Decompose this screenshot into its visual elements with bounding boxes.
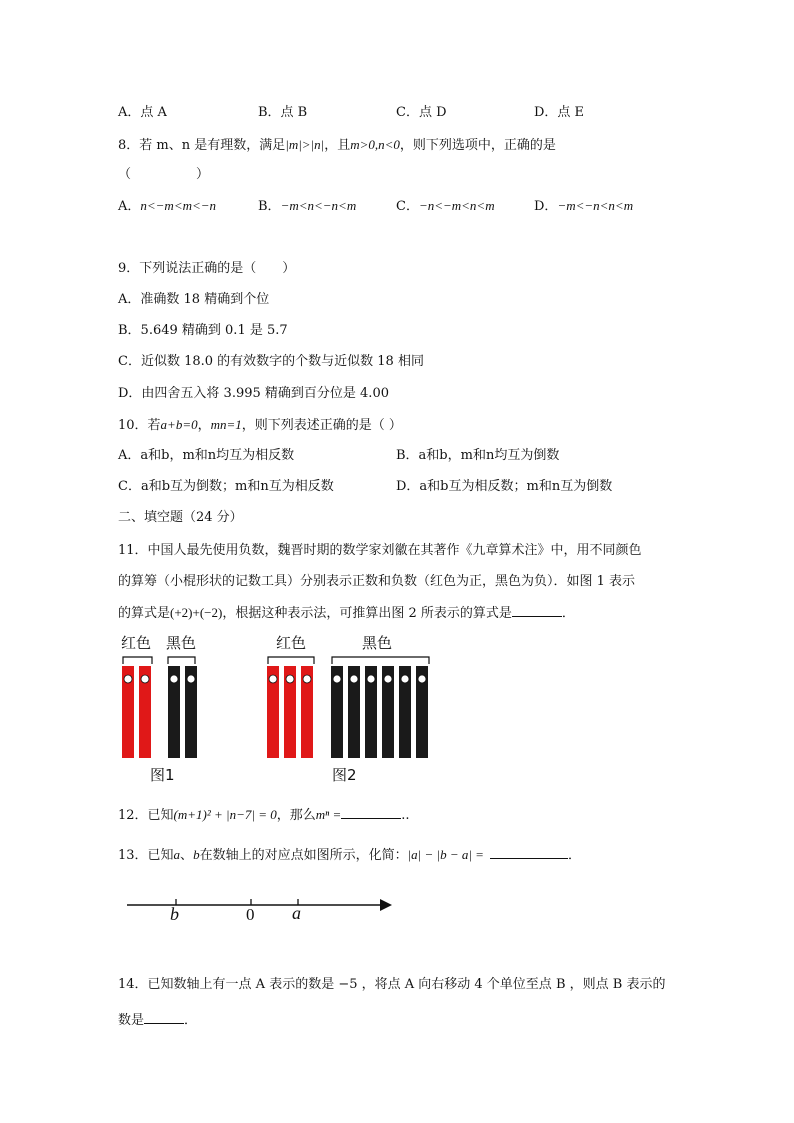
q12-pre: 12．已知 (118, 808, 174, 823)
q10-stem-pre: 10．若 (118, 418, 161, 433)
q7-option-b: B．点 B (258, 105, 308, 120)
number-line-label-zero: 0 (246, 905, 255, 924)
q8-answer-paren: （ ） (118, 167, 210, 182)
fig2-red-label: 红色 (276, 634, 307, 652)
q13-mid: 在数轴上的对应点如图所示，化简： (199, 848, 408, 863)
q14-line-2-end: ． (184, 1013, 198, 1028)
q8-option-d-expr: −m<−n<n<m (557, 198, 634, 213)
q14-line-2-pre: 数是 (118, 1013, 145, 1028)
section-heading-fill-in: 二、填空题（24 分） (118, 510, 243, 525)
number-line-label-a: a (292, 903, 301, 923)
figure-brackets (123, 657, 429, 664)
rods-group (122, 666, 428, 758)
q10-option-a: A．a和b，m和n均互为相反数 (118, 448, 295, 463)
fig1-red-rod-hole (124, 675, 132, 683)
q12-end: .. (401, 808, 410, 823)
q10-option-d: D．a和b互为相反数；m和n互为倒数 (396, 479, 613, 494)
q9-option-d: D．由四舍五入将 3.995 精确到百分位是 4.00 (118, 386, 389, 401)
q12-mid: ，那么 (276, 808, 316, 823)
q9-option-c: C．近似数 18.0 的有效数字的个数与近似数 18 相同 (118, 354, 424, 369)
q13-var-a: a (173, 847, 181, 862)
q8-stem-pre: 8．若 m、n 是有理数，满足 (118, 138, 286, 153)
q7-option-a: A．点 A (118, 105, 167, 120)
q8-option-a-expr: n<−m<m<−n (140, 198, 217, 213)
q14-line-1: 14．已知数轴上有一点 A 表示的数是 −5 ，将点 A 向右移动 4 个单位至点 B ，则点 B 表示的 (118, 977, 666, 992)
fig1-black-rod-hole (187, 675, 195, 683)
q11-line-2: 的算筹（小棍形状的记数工具）分别表示正数和负数（红色为正，黑色为负）．如图 1 表示 (118, 574, 636, 589)
q8-option-d-label: D． (534, 199, 558, 214)
fig1-black-rod-hole (170, 675, 178, 683)
q7-option-d: D．点 E (534, 105, 585, 120)
fig1-caption: 图1 (150, 766, 175, 784)
q13-stem (118, 846, 581, 865)
fig2-black-rod-hole (350, 675, 358, 683)
fig1-red-rod-hole (141, 675, 149, 683)
q13-pre: 13．已知 (118, 848, 174, 863)
fig2-black-rod-hole (333, 675, 341, 683)
q8-option-c-expr: −n<−m<n<m (418, 198, 495, 213)
q10-condition-sum: a+b=0 (160, 417, 198, 432)
fig2-black-rod-hole (401, 675, 409, 683)
q8-option-c-label: C． (396, 199, 419, 214)
q11-line-3-pre: 的算式是 (118, 606, 171, 621)
fig1-black-label: 黑色 (166, 634, 197, 652)
q8-stem-post: ，则下列选项中，正确的是 (399, 138, 556, 153)
fig2-black-rod-hole (367, 675, 375, 683)
q14-line-2 (118, 1011, 197, 1030)
q7-option-c: C．点 D (396, 105, 447, 120)
fig2-black-rod-hole (384, 675, 392, 683)
q10-stem-mid: ， (197, 418, 211, 433)
q10-option-b: B．a和b，m和n均互为倒数 (396, 448, 560, 463)
q8-condition-sign: m>0,n<0 (350, 137, 400, 152)
q9-stem: 9．下列说法正确的是（ ） (118, 261, 296, 276)
q11-figure1-expression: (+2)+(−2) (170, 605, 223, 620)
fig2-red-rod-hole (286, 675, 294, 683)
q8-condition-abs: |m|>|n| (285, 137, 325, 152)
q8-option-a-label: A． (118, 199, 141, 214)
fig2-black-rod-hole (418, 675, 426, 683)
q9-option-b: B．5.649 精确到 0.1 是 5.7 (118, 323, 288, 338)
q8-option-b-expr: −m<n<−n<m (280, 198, 357, 213)
q12-answer-blank[interactable] (341, 806, 401, 819)
q13-sep: 、 (180, 848, 194, 863)
fig2-black-label: 黑色 (362, 634, 393, 652)
q8-option-b-label: B． (258, 199, 281, 214)
q11-line-3-end: ． (561, 606, 575, 621)
fig2-red-rod-hole (303, 675, 311, 683)
fig2-caption: 图2 (332, 766, 357, 784)
q12-condition: (m+1)² + |n−7| = 0 (173, 807, 277, 822)
q10-option-c: C．a和b互为倒数；m和n互为相反数 (118, 479, 334, 494)
q11-line-1: 11．中国人最先使用负数，魏晋时期的数学家刘徽在其著作《九章算术注》中，用不同颜色 (118, 543, 642, 558)
q12-target: mⁿ = (315, 807, 342, 822)
q10-condition-product: mn=1 (210, 417, 242, 432)
number-line-label-b: b (170, 904, 179, 924)
q13-end: ． (567, 848, 581, 863)
q12-stem (118, 806, 410, 825)
q14-answer-blank[interactable] (144, 1011, 184, 1024)
q8-stem-mid: ，且 (324, 138, 351, 153)
q13-answer-blank[interactable] (490, 846, 568, 859)
q11-line-3-post: ，根据这种表示法，可推算出图 2 所表示的算式是 (222, 606, 512, 621)
q10-stem-post: ，则下列表述正确的是（ ） (241, 418, 402, 433)
q9-option-a: A．准确数 18 精确到个位 (118, 292, 270, 307)
fig1-red-label: 红色 (121, 634, 152, 652)
q13-var-b: b (193, 847, 200, 862)
q13-expression: |a| − |b − a| = (407, 847, 484, 862)
fig2-red-rod-hole (269, 675, 277, 683)
